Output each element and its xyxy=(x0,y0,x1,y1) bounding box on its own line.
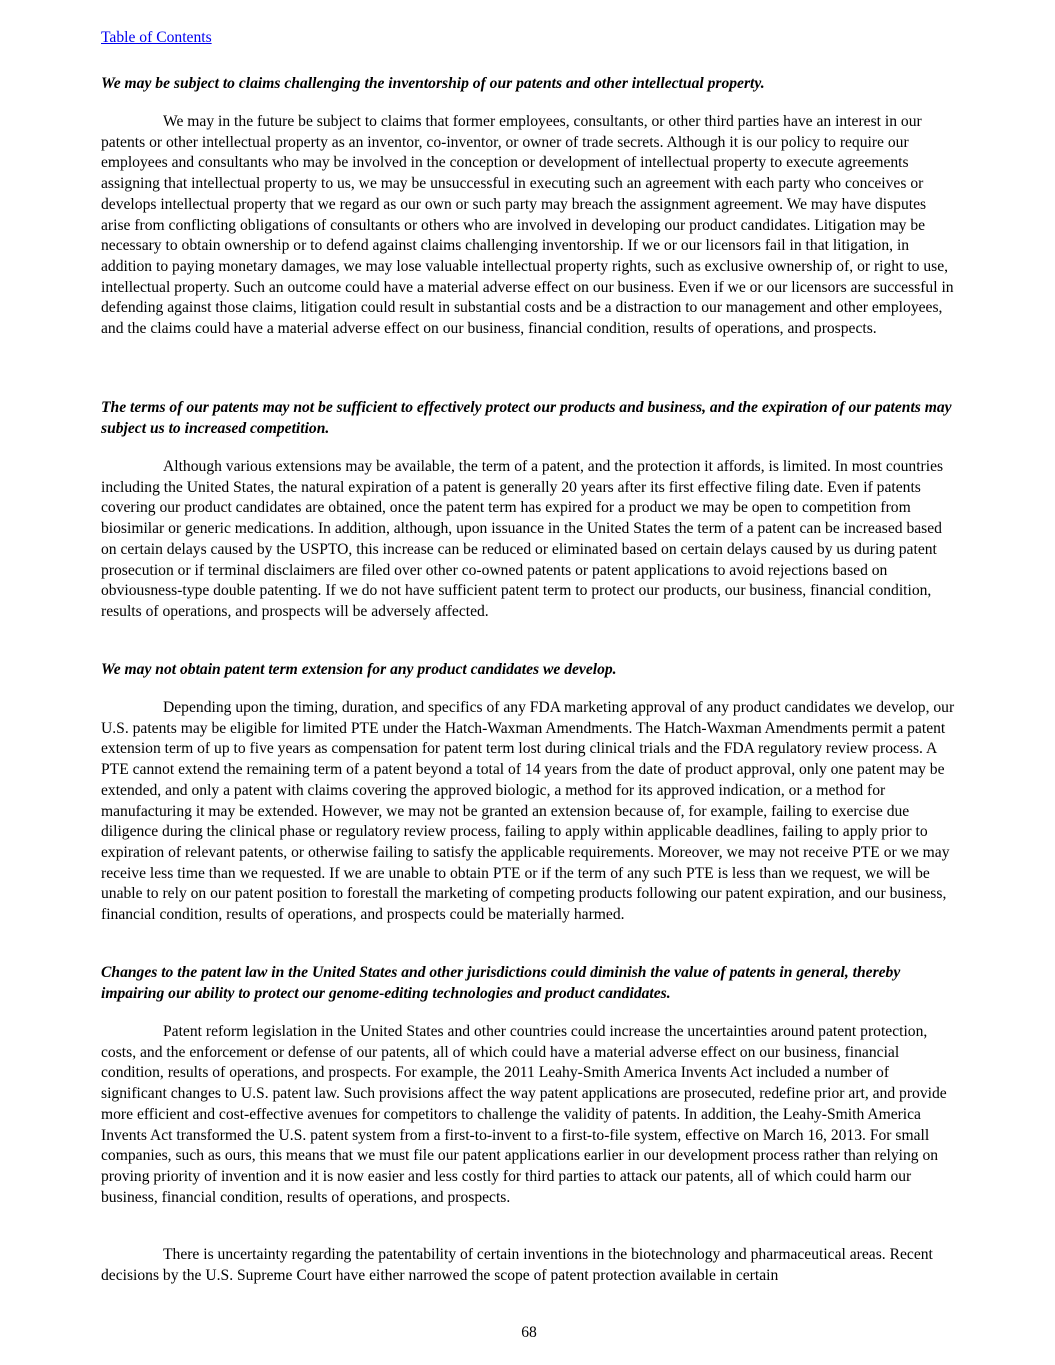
paragraph-inventorship: We may in the future be subject to claims that former employees, consultants, or other third parties have an interest in our patents or other intellectual property as an inventor, co-inventor, or owner of trade secrets. Although it is our policy to require our employees and consultants who may be involved in the conception or development of intellectual property to execute agreements assigning that intellectual property to us, we may be unsuccessful in executing such an agreement with each party who conceives or develops intellectual property that we regard as our own or such party may breach the assignment agreement. We may have disputes arise from conflicting obligations of consultants or others who are involved in developing our product candidates. Litigation may be necessary to obtain ownership or to defend against claims challenging inventorship. If we or our licensors fail in that litigation, in addition to paying monetary damages, we may lose valuable intellectual property rights, such as exclusive ownership of, or right to use, intellectual property. Such an outcome could have a material adverse effect on our business. Even if we or our licensors are successful in defending against those claims, litigation could result in substantial costs and be a distraction to our management and other employees, and the claims could have a material adverse effect on our business, financial condition, results of operations, and prospects. xyxy=(101,113,954,338)
paragraph-term-extension: Depending upon the timing, duration, and specifics of any FDA marketing approval of any product candidates we develop, our U.S. patents may be eligible for limited PTE under the Hatch-Waxman Amendments. The Hatch-Waxman Amendments permit a patent extension term of up to five years as compensation for patent term lost during clinical trials and the FDA regulatory review process. A PTE cannot extend the remaining term of a patent beyond a total of 14 years from the date of product approval, only one patent may be extended, and only a patent with claims covering the approved biologic, a method for its approved indication, or a method for manufacturing it may be extended. However, we may not be granted an extension because of, for example, failing to exercise due diligence during the clinical phase or regulatory review process, failing to apply within applicable deadlines, failing to apply prior to expiration of relevant patents, or otherwise failing to satisfy the applicable requirements. Moreover, we may not receive PTE or we may receive less time than we requested. If we are unable to obtain PTE or if the term of any such PTE is less than we request, we will be unable to rely on our patent position to forestall the marketing of competing products following our patent expiration, and our business, financial condition, results of operations, and prospects could be materially harmed. xyxy=(101,699,955,924)
section-heading-patent-law-changes: Changes to the patent law in the United States and other jurisdictions could diminish the value of patents in general, thereby impairing our ability to protect our genome-editing technologies and product candidates. xyxy=(101,964,901,1002)
paragraph-patentability-uncertainty: There is uncertainty regarding the patentability of certain inventions in the biotechnology and pharmaceutical areas. Recent decisions by the U.S. Supreme Court have either narrowed the scope of patent protection available in certain xyxy=(101,1246,933,1284)
section-heading-inventorship: We may be subject to claims challenging the inventorship of our patents and other intellectual property. xyxy=(101,75,765,92)
table-of-contents-link[interactable]: Table of Contents xyxy=(101,29,212,46)
paragraph-patent-terms: Although various extensions may be available, the term of a patent, and the protection it affords, is limited. In most countries including the United States, the natural expiration of a patent is generally 20 years after its first effective filing date. Even if patents covering our product candidates are obtained, once the patent term has expired for a product we may be open to competition from biosimilar or generic medications. In addition, although, upon issuance in the United States the term of a patent can be increased based on certain delays caused by the USPTO, this increase can be reduced or eliminated based on certain delays caused by us during patent prosecution or if terminal disclaimers are filed over other co-owned patents or patent applications to avoid rejections based on obviousness-type double patenting. If we do not have sufficient patent term to protect our products, our business, financial condition, results of operations, and prospects will be adversely affected. xyxy=(101,458,944,620)
page-number: 68 xyxy=(521,1324,537,1341)
section-heading-term-extension: We may not obtain patent term extension for any product candidates we develop. xyxy=(101,661,617,678)
paragraph-patent-reform: Patent reform legislation in the United States and other countries could increase the uncertainties around patent protection, costs, and the enforcement or defense of our patents, all of which could have a material adverse effect on our business, financial condition, results of operations, and prospects. For example, the 2011 Leahy-Smith America Invents Act included a number of significant changes to U.S. patent law. Such provisions affect the way patent applications are prosecuted, redefine prior art, and provide more efficient and cost-effective avenues for competitors to challenge the validity of patents. In addition, the Leahy-Smith America Invents Act transformed the U.S. patent system from a first-to-invent to a first-to-file system, effective on March 16, 2013. For small companies, such as ours, this means that we must file our patent applications earlier in our development process rather than relying on proving priority of invention and it is now easier and less costly for third parties to attack our patents, all of which could harm our business, financial condition, results of operations, and prospects. xyxy=(101,1023,947,1206)
section-heading-patent-terms: The terms of our patents may not be sufficient to effectively protect our products and business, and the expiration of our patents may subject us to increased competition. xyxy=(101,399,952,437)
